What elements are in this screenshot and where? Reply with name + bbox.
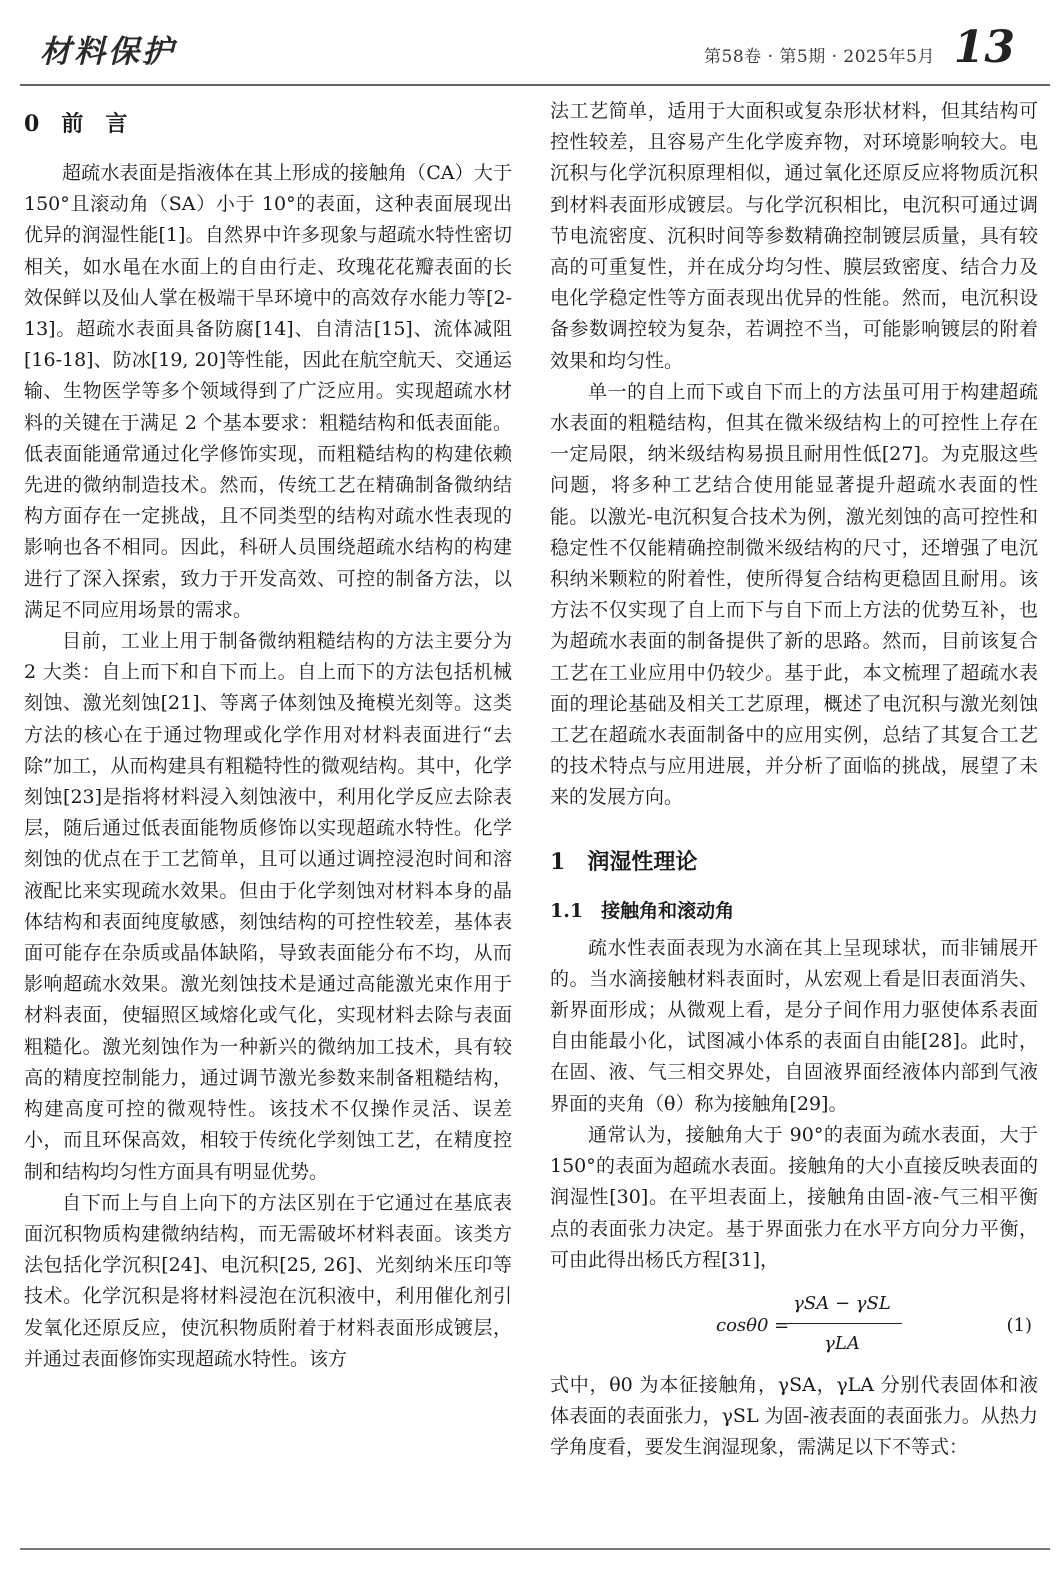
- section-number: 0: [24, 111, 40, 137]
- page-header: [0, 0, 1060, 86]
- young-equation: [550, 1282, 1038, 1366]
- paragraph: 目前，工业上用于制备微纳粗糙结构的方法主要分为 2 大类：自上而下和自下而上。自上而下的方法包括机械刻蚀、激光刻蚀[21]、等离子体刻蚀及掩模光刻等。这类方法的核心在于通过物理或化学作用对材料表面进行“去除”加工，从而构建具有粗糙特性的微观结构。其中，化学刻蚀[23]是指将材料浸入刻蚀液中，利用化学反应去除表层，随后通过低表面能物质修饰以实现超疏水特性。化学刻蚀的优点在于工艺简单，且可以通过调控浸泡时间和溶液配比来实现疏水效果。但由于化学刻蚀对材料本身的晶体结构和表面纯度敏感，刻蚀结构的可控性较差，基体表面可能存在杂质或晶体缺陷，导致表面能分布不均，从而影响超疏水效果。激光刻蚀技术是通过高能激光束作用于材料表面，使辐照区域熔化或气化，实现材料去除与表面粗糙化。激光刻蚀作为一种新兴的微纳加工技术，具有较高的精度控制能力，通过调节激光参数来制备粗糙结构，构建高度可控的微观特性。该技术不仅操作灵活、误差小，而且环保高效，相较于传统化学刻蚀工艺，在精度控制和结构均匀性方面具有明显优势。: [24, 630, 512, 1183]
- issue-info: 第58卷 · 第5期 · 2025年5月: [704, 47, 935, 67]
- subsection-number: 1.1: [550, 899, 584, 922]
- paragraph: 单一的自上而下或自下而上的方法虽可用于构建超疏水表面的粗糙结构，但其在微米级结构上的可控性上存在一定局限，纳米级结构易损且耐用性低[27]。为克服这些问题，将多种工艺结合使用能显著提升超疏水表面的性能。以激光-电沉积复合技术为例，激光刻蚀的高可控性和稳定性不仅能精确控制微米级结构的尺寸，还增强了电沉积纳米颗粒的附着性，使所得复合结构更稳固且耐用。该方法不仅实现了自上而下与自下而上方法的优势互补，也为超疏水表面的制备提供了新的思路。然而，目前该复合工艺在工业应用中仍较少。基于此，本文梳理了超疏水表面的理论基础及相关工艺原理，概述了电沉积与激光刻蚀工艺在超疏水表面制备中的应用实例，总结了其复合工艺的技术特点与应用进展，并分析了面临的挑战，展望了未来的发展方向。: [550, 380, 1038, 809]
- paragraph: 超疏水表面是指液体在其上形成的接触角（CA）大于 150°且滚动角（SA）小于 10°的表面，这种表面展现出优异的润湿性能[1]。自然界中许多现象与超疏水特性密切相关，如水黾在水面上的自由行走、玫瑰花花瓣表面的长效保鲜以及仙人掌在极端干旱环境中的高效存水能力等[2-13]。超疏水表面具备防腐[14]、自清洁[15]、流体减阻[16-18]、防冰[19, 20]等性能，因此在航空航天、交通运输、生物医学等多个领域得到了广泛应用。实现超疏水材料的关键在于满足 2 个基本要求：粗糙结构和低表面能。低表面能通常通过化学修饰实现，而粗糙结构的构建依赖先进的微纳制造技术。然而，传统工艺在精确制备微纳结构方面存在一定挑战，且不同类型的结构对疏水性表现的影响也各不相同。因此，科研人员围绕超疏水结构的构建进行了深入探索，致力于开发高效、可控的制备方法，以满足不同应用场景的需求。: [24, 162, 512, 621]
- paragraph: 法工艺简单，适用于大面积或复杂形状材料，但其结构可控性较差，且容易产生化学废弃物，对环境影响较大。电沉积与化学沉积原理相似，通过氧化还原反应将物质沉积到材料表面形成镀层。与化学沉积相比，电沉积可通过调节电流密度、沉积时间等参数精确控制镀层质量，具有较高的可重复性，并在成分均匀性、膜层致密度、结合力及电化学稳定性等方面表现出优异的性能。然而，电沉积设备参数调控较为复杂，若调控不当，可能影响镀层的附着效果和均匀性。: [550, 100, 1038, 372]
- paragraph: 通常认为，接触角大于 90°的表面为疏水表面，大于 150°的表面为超疏水表面。接触角的大小直接反映表面的润湿性[30]。在平坦表面上，接触角由固-液-气三相平衡点的表面张力决定。基于界面张力在水平方向分力平衡，可由此得出杨氏方程[31]，: [550, 1123, 1038, 1271]
- subsection-title: 接触角和滚动角: [601, 899, 735, 922]
- section-heading-0: [24, 108, 512, 140]
- equation-denominator: γLA: [824, 1333, 860, 1355]
- equation-lhs: cosθ0 =: [716, 1314, 790, 1336]
- paragraph: 式中，θ0 为本征接触角，γSA，γLA 分别代表固体和液体表面的表面张力，γSL 为固-液表面的表面张力。从热力学角度看，要发生润湿现象，需满足以下不等式：: [550, 1373, 1038, 1459]
- footer-rule: [20, 1548, 1050, 1550]
- header-rule: [20, 84, 1050, 86]
- equation-number: (1): [1006, 1314, 1032, 1336]
- page-number: 13: [953, 22, 1015, 73]
- section-number: 1: [550, 848, 566, 875]
- left-column: [24, 96, 512, 1375]
- right-column: [550, 96, 1038, 1464]
- equation-numerator: γSA − γSL: [793, 1292, 891, 1314]
- journal-logo: 材料保护: [40, 34, 176, 70]
- section-title: 前 言: [61, 111, 128, 137]
- section-title: 润湿性理论: [587, 848, 698, 875]
- paragraph: 疏水性表面表现为水滴在其上呈现球状，而非铺展开的。当水滴接触材料表面时，从宏观上看是旧表面消失、新界面形成；从微观上看，是分子间作用力驱使体系表面自由能最小化，试图减小体系的表面自由能[28]。此时，在固、液、气三相交界处，自固液界面经液体内部到气液界面的夹角（θ）称为接触角[29]。: [550, 936, 1038, 1115]
- paragraph: 自下而上与自上向下的方法区别在于它通过在基底表面沉积物质构建微纳结构，而无需破坏材料表面。该类方法包括化学沉积[24]、电沉积[25, 26]、光刻纳米压印等技术。化学沉积是将材料浸泡在沉积液中，利用催化剂引发氧化还原反应，使沉积物质附着于材料表面形成镀层，并通过表面修饰实现超疏水特性。该方: [24, 1191, 512, 1370]
- section-heading-1: [550, 846, 1038, 878]
- equation-fraction: [782, 1288, 902, 1359]
- subsection-heading-1-1: [550, 896, 1038, 927]
